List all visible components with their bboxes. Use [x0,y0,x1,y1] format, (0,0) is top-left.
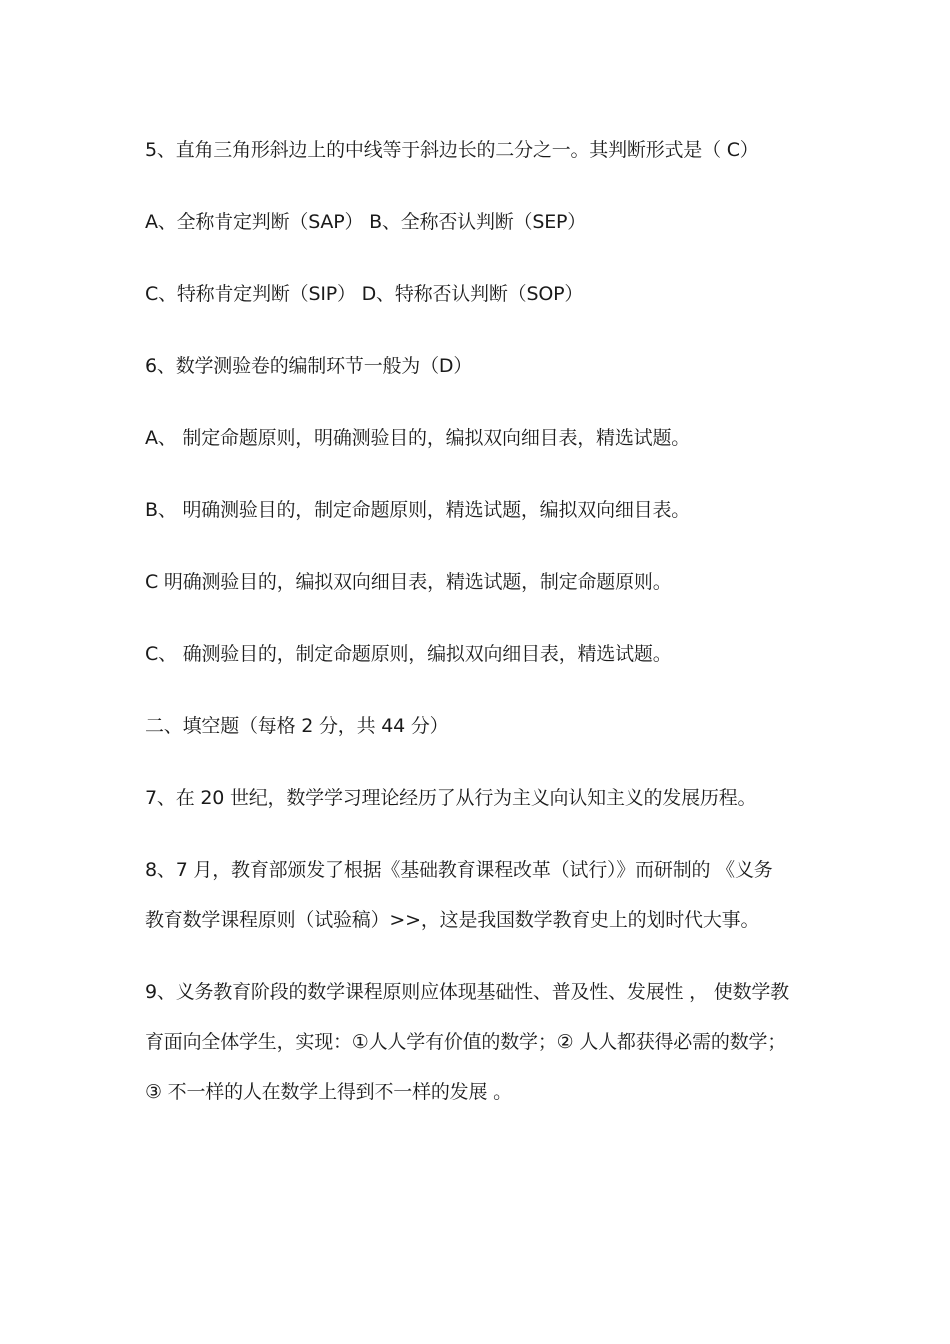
question-5-options-ab: A、全称肯定判断（SAP） B、全称否认判断（SEP） [145,211,587,233]
question-9-line-1: 9、义务教育阶段的数学课程原则应体现基础性、普及性、发展性 ， 使数学教 [145,981,789,1003]
question-6-option-b: B、 明确测验目的，制定命题原则，精选试题，编拟双向细目表。 [145,499,691,521]
question-9-line-2: 育面向全体学生，实现：①人人学有价值的数学；② 人人都获得必需的数学； [145,1031,787,1053]
question-6-stem: 6、数学测验卷的编制环节一般为（D） [145,355,473,377]
question-6-option-c: C 明确测验目的，编拟双向细目表，精选试题，制定命题原则。 [145,571,672,593]
question-5-stem: 5、直角三角形斜边上的中线等于斜边长的二分之一。其判断形式是（ C） [145,139,759,161]
question-8-line-1: 8、7 月，教育部颁发了根据《基础教育课程改革（试行）》而研制的 《义务 [145,859,773,881]
question-7: 7、在 20 世纪，数学学习理论经历了从行为主义向认知主义的发展历程。 [145,787,757,809]
question-8-line-2: 教育数学课程原则（试验稿）>>，这是我国数学教育史上的划时代大事。 [145,909,760,931]
question-9-line-3: ③ 不一样的人在数学上得到不一样的发展 。 [145,1081,512,1103]
question-6-option-d: C、 确测验目的，制定命题原则，编拟双向细目表，精选试题。 [145,643,672,665]
question-5-options-cd: C、特称肯定判断（SIP） D、特称否认判断（SOP） [145,283,584,305]
question-6-option-a: A、 制定命题原则，明确测验目的，编拟双向细目表，精选试题。 [145,427,691,449]
section-heading-fill-in: 二、填空题（每格 2 分，共 44 分） [145,715,449,737]
